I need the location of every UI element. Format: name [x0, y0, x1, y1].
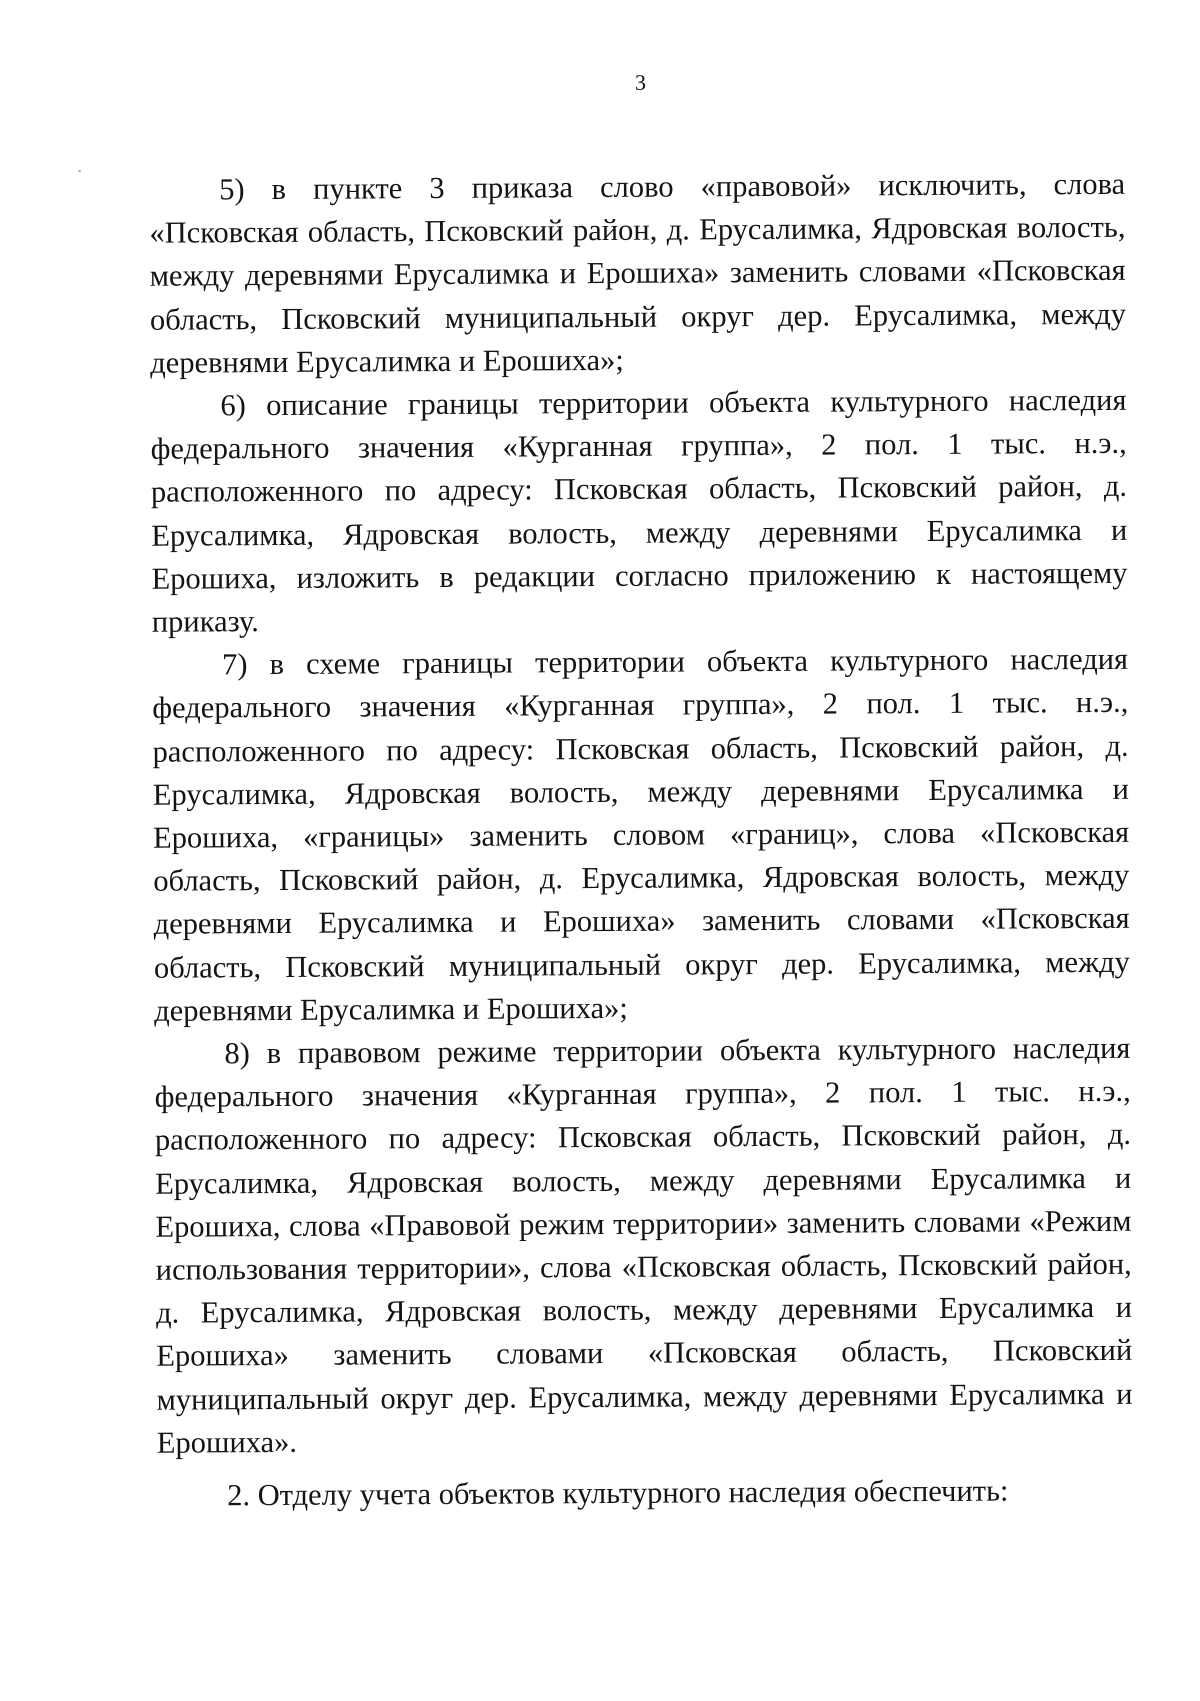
scan-speck [78, 170, 81, 172]
paragraph-item-7: 7) в схеме границы территории объекта культурного наследия федерального значения «Курганная группа», 2 пол. 1 тыс. н.э., расположенного по адресу: Псковская область, Псковский район, д. Ерусалимка, Ядровская волость, между деревнями Ерусалимка и Ерошиха, «границы» заменить словом «границ», слова «Псковская область, Псковский район, д. Ерусалимка, Ядровская волость, между деревнями Ерусалимка и Ерошиха» заменить словами «Псковская область, Псковский муниципальный округ дер. Ерусалимка, между деревнями Ерусалимка и Ерошиха»; [152, 642, 1130, 1028]
paragraph-item-8: 8) в правовом режиме территории объекта культурного наследия федерального значения «Курганная группа», 2 пол. 1 тыс. н.э., расположенного по адресу: Псковская область, Псковский район, д. Ерусалимка, Ядровская волость, между деревнями Ерусалимка и Ерошиха, слова «Правовой режим территории» заменить словами «Режим использования территории», слова «Псковская область, Псковский район, д. Ерусалимка, Ядровская волость, между деревнями Ерусалимка и Ерошиха» заменить словами «Псковская область, Псковский муниципальный округ дер. Ерусалимка, между деревнями Ерусалимка и Ерошиха». [154, 1030, 1133, 1460]
paragraph-item-6: 6) описание границы территории объекта культурного наследия федерального значения «Курганная группа», 2 пол. 1 тыс. н.э., расположенного по адресу: Псковская область, Псковский район, д. Ерусалимка, Ядровская волость, между деревнями Ерусалимка и Ерошиха, изложить в редакции согласно приложению к настоящему приказу. [150, 382, 1128, 639]
paragraph-section-2: 2. Отделу учета объектов культурного наследия обеспечить: [227, 1473, 1009, 1513]
page-number: 3 [634, 69, 647, 95]
paragraph-item-5: 5) в пункте 3 приказа слово «правовой» исключить, слова «Псковская область, Псковский район, д. Ерусалимка, Ядровская волость, между деревнями Ерусалимка и Ерошиха» заменить словами «Псковская область, Псковский муниципальный округ дер. Ерусалимка, между деревнями Ерусалимка и Ерошиха»; [149, 166, 1127, 380]
document-body [149, 163, 1133, 1518]
